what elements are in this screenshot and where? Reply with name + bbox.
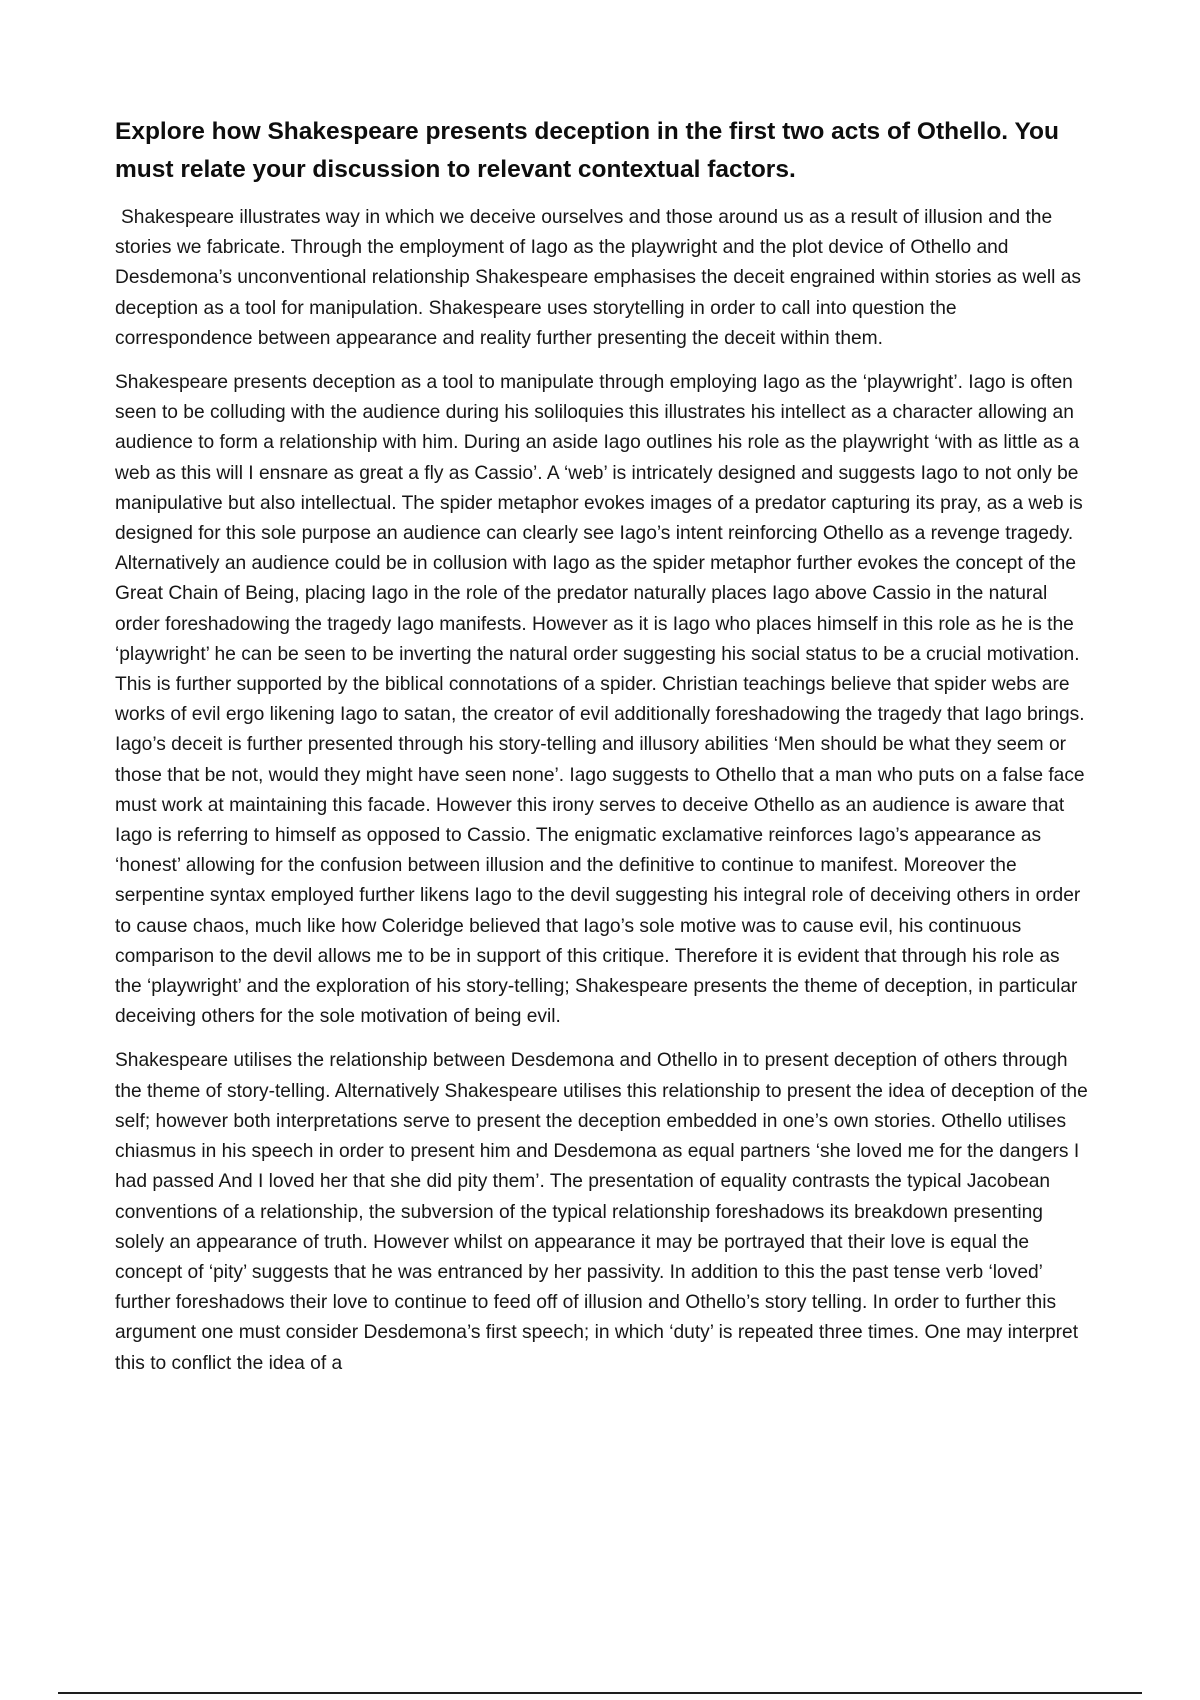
introduction-paragraph: Shakespeare illustrates way in which we deceive ourselves and those around us as a result of illusion and the stories we fabricate. Through the employment of Iago as the playwright and the plot device of Othello and Desdemona’s unconventional relationship Shakespeare emphasises the deceit engrained within stories as well as deception as a tool for manipulation. Shakespeare uses storytelling in order to call into question the correspondence between appearance and reality further presenting the deceit within them.	[115, 207, 1081, 349]
footer-divider-line	[58, 1692, 1142, 1694]
essay-question-title: Explore how Shakespeare presents deception in the first two acts of Othello. You must relate your discussion to relevant contextual factors.	[115, 118, 1059, 183]
iago-playwright-paragraph: Shakespeare presents deception as a tool to manipulate through employing Iago as the ‘playwright’. Iago is often seen to be colluding with the audience during his soliloquies this illustrates his intellect as a character allowing an audience to form a relationship with him. During an aside Iago outlines his role as the playwright ‘with as little as a web as this will I ensnare as great a fly as Cassio’. A ‘web’ is intricately designed and suggests Iago to not only be manipulative but also intellectual. The spider metaphor evokes images of a predator capturing its pray, as a web is designed for this sole purpose an audience can clearly see Iago’s intent reinforcing Othello as a revenge tragedy. Alternatively an audience could be in collusion with Iago as the spider metaphor further evokes the concept of the Great Chain of Being, placing Iago in the role of the predator naturally places Iago above Cassio in the natural order foreshadowing the tragedy Iago manifests. However as it is Iago who places himself in this role as he is the ‘playwright’ he can be seen to be inverting the natural order suggesting his social status to be a crucial motivation. This is further supported by the biblical connotations of a spider. Christian teachings believe that spider webs are works of evil ergo likening Iago to satan, the creator of evil additionally foreshadowing the tragedy that Iago brings. Iago’s deceit is further presented through his story-telling and illusory abilities ‘Men should be what they seem or those that be not, would they might have seen none’. Iago suggests to Othello that a man who puts on a false face must work at maintaining this facade. However this irony serves to deceive Othello as an audience is aware that Iago is referring to himself as opposed to Cassio. The enigmatic exclamative reinforces Iago’s appearance as ‘honest’ allowing for the confusion between illusion and the definitive to continue to manifest. Moreover the serpentine syntax employed further likens Iago to the devil suggesting his integral role of deceiving others in order to cause chaos, much like how Coleridge believed that Iago’s sole motive was to cause evil, his continuous comparison to the devil allows me to be in support of this critique. Therefore it is evident that through his role as the ‘playwright’ and the exploration of his story-telling; Shakespeare presents the theme of deception, in particular deceiving others for the sole motivation of being evil.	[115, 372, 1085, 1028]
essay-body	[115, 113, 1090, 1393]
desdemona-othello-paragraph: Shakespeare utilises the relationship between Desdemona and Othello in to present deception of others through the theme of story-telling. Alternatively Shakespeare utilises this relationship to present the idea of deception of the self; however both interpretations serve to present the deception embedded in one’s own stories. Othello utilises chiasmus in his speech in order to present him and Desdemona as equal partners ‘she loved me for the dangers I had passed And I loved her that she did pity them’. The presentation of equality contrasts the typical Jacobean conventions of a relationship, the subversion of the typical relationship foreshadows its breakdown presenting solely an appearance of truth. However whilst on appearance it may be portrayed that their love is equal the concept of ‘pity’ suggests that he was entranced by her passivity. In addition to this the past tense verb ‘loved’ further foreshadows their love to continue to feed off of illusion and Othello’s story telling. In order to further this argument one must consider Desdemona’s first speech; in which ‘duty’ is repeated three times. One may interpret this to conflict the idea of a	[115, 1050, 1088, 1374]
